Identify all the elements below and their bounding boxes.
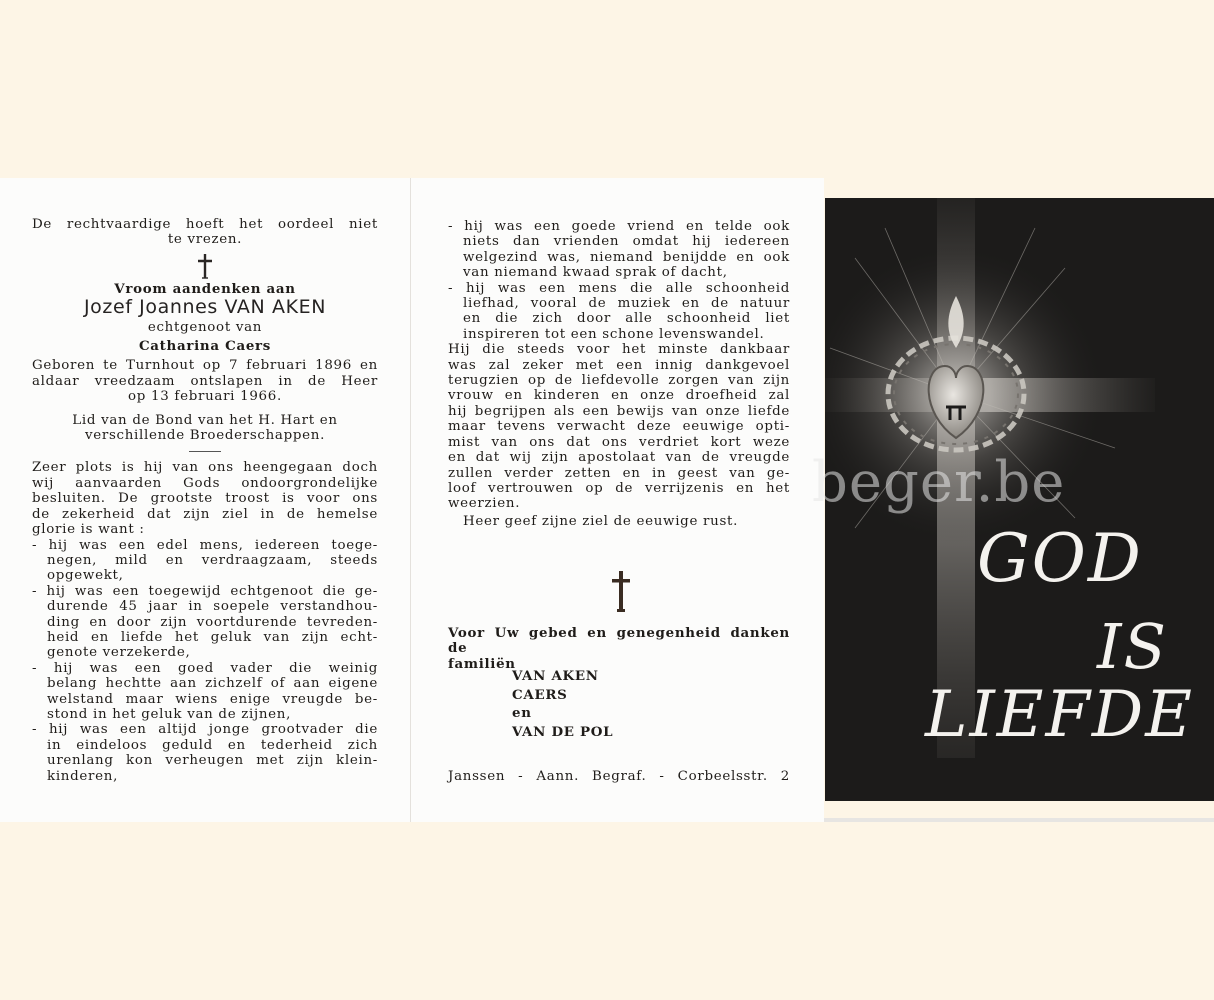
birth-death-text: [32, 358, 378, 404]
slogan-word-god: GOD: [977, 520, 1143, 597]
virtue-item: [32, 722, 378, 784]
epigraph-line: te vrezen.: [167, 232, 243, 248]
watermark: beger.be: [812, 450, 1066, 515]
text-line: liefhad, vooral de muziek en de natuur: [463, 296, 790, 312]
family-name: en: [512, 705, 532, 722]
prayer-line: Heer geef zijne ziel de eeuwige rust.: [463, 513, 739, 529]
text-line: in eindeloos geduld en tederheid zich: [47, 737, 378, 753]
virtue-item: [448, 219, 790, 281]
text-line: kinderen,: [47, 768, 119, 784]
text-line: en dat wij zijn apostolaat van de vreugde: [448, 450, 790, 466]
text-line: maar tevens verwacht deze eeuwige opti-: [448, 419, 790, 435]
crucifix-icon: [609, 569, 633, 613]
middle-column: [448, 219, 790, 784]
panel-edge: [824, 818, 1214, 822]
text-line: Hij die steeds voor het minste dankbaar: [448, 342, 790, 358]
slogan-word-liefde: LIEFDE: [925, 678, 1194, 752]
family-names: [512, 667, 712, 741]
text-line: terugzien op de liefdevolle zorgen van zijn: [448, 373, 790, 389]
family-name: VAN DE POL: [512, 723, 614, 740]
membership-text: [32, 413, 378, 444]
fold-line: [410, 178, 411, 822]
divider: [189, 451, 221, 452]
text-line: stond in het geluk van de zijnen,: [47, 706, 292, 722]
text-line: negen, mild en verdraagzaam, steeds: [47, 552, 378, 568]
family-name: VAN AKEN: [512, 668, 599, 684]
text-line: Voor Uw gebed en genegenheid danken de: [448, 625, 790, 657]
epigraph-line: De rechtvaardige hoeft het oordeel niet: [32, 217, 378, 232]
text-line: loof vertrouwen op de verrijzenis en het: [448, 480, 790, 496]
text-line: aldaar vreedzaam ontslapen in de Heer: [32, 373, 378, 389]
text-line: niets dan vrienden omdat hij iedereen: [463, 234, 790, 250]
deceased-name: Jozef Joannes VAN AKEN: [83, 296, 327, 319]
virtue-item: [32, 538, 378, 584]
text-line: hij begrijpen als een bewijs van onze liefde: [448, 403, 790, 419]
text-line: Lid van de Bond van het H. Hart en: [72, 412, 338, 428]
memorial-heading: Vroom aandenken aan: [114, 280, 296, 297]
virtue-item: [448, 281, 790, 343]
text-line: genote verzekerde,: [47, 645, 191, 661]
text-line: de zekerheid dat zijn ziel in de hemelse: [32, 506, 378, 522]
small-cross-icon: [195, 252, 215, 280]
text-line: Geboren te Turnhout op 7 februari 1896 en: [32, 358, 378, 374]
intro-paragraph: [32, 460, 378, 537]
text-line: durende 45 jaar in soepele verstandhou-: [47, 599, 378, 615]
text-line: welgezind was, niemand benijdde en ook: [463, 249, 790, 265]
text-line: urenlang kon verheugen met zijn klein-: [47, 753, 378, 769]
text-line: vrouw en kinderen en onze droefheid zal: [448, 388, 790, 404]
text-line: - hij was een toegewijd echtgenoot die ge-: [32, 583, 378, 599]
closing-paragraph: [448, 342, 790, 511]
text-line: besluiten. De grootste troost is voor ons: [32, 491, 378, 507]
text-line: op 13 februari 1966.: [128, 389, 282, 405]
text-line: heid en liefde het geluk van zijn echt-: [47, 629, 378, 645]
text-line: weerzien.: [448, 496, 521, 512]
family-name: CAERS: [512, 686, 568, 703]
text-line: glorie is want :: [32, 522, 145, 538]
text-line: ding en door zijn voortdurende tevreden-: [47, 614, 378, 630]
text-line: welstand maar wiens enige vreugde be-: [47, 691, 378, 707]
memorial-card-inner: [0, 178, 824, 822]
text-line: - hij was een mens die alle schoonheid: [448, 280, 790, 296]
text-line: belang hechtte aan zichzelf of aan eigene: [47, 676, 378, 692]
virtue-item: [32, 584, 378, 661]
text-line: wij aanvaarden Gods ondoorgrondelijke: [32, 475, 378, 491]
text-line: inspireren tot een schone levenswandel.: [463, 326, 765, 342]
text-line: mist van ons dat ons verdriet kort weze: [448, 434, 790, 450]
printer-line: Janssen - Aann. Begraf. - Corbeelsstr. 2: [448, 769, 790, 784]
text-line: was zal zeker met een innig dankgevoel: [448, 357, 790, 373]
text-line: - hij was een altijd jonge grootvader die: [32, 722, 378, 738]
spouse-name: Catharina Caers: [138, 338, 272, 355]
text-line: en die zich door alle schoonheid liet: [463, 311, 790, 327]
left-column: [32, 217, 378, 784]
virtue-item: [32, 661, 378, 723]
text-line: verschillende Broederschappen.: [84, 428, 326, 444]
thanks-text: [448, 626, 790, 672]
slogan-word-is: IS: [1097, 610, 1168, 683]
spouse-intro: echtgenoot van: [147, 319, 263, 335]
text-line: zullen verder zetten en in geest van ge-: [448, 465, 790, 481]
text-line: - hij was een goed vader die weinig: [32, 660, 378, 676]
text-line: - hij was een goede vriend en telde ook: [448, 219, 790, 234]
text-line: opgewekt,: [47, 568, 124, 584]
text-line: van niemand kwaad sprak of dacht,: [463, 265, 728, 281]
text-line: familiën: [448, 655, 516, 672]
text-line: - hij was een edel mens, iedereen toege-: [32, 537, 378, 553]
text-line: Zeer plots is hij van ons heengegaan doch: [32, 460, 378, 476]
